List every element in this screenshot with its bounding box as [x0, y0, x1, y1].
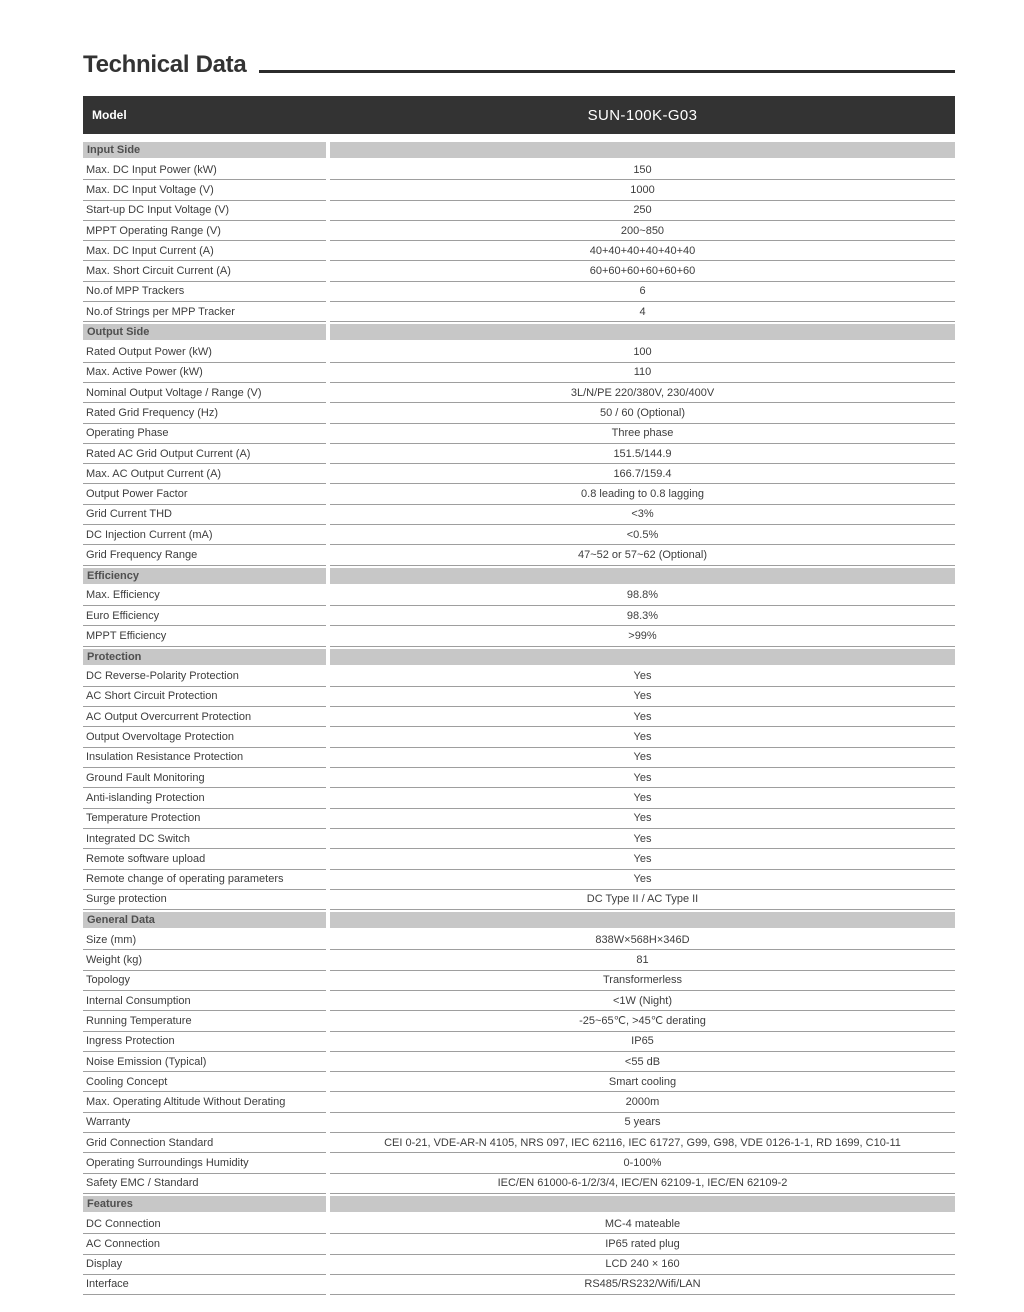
spec-label: Euro Efficiency [83, 606, 326, 626]
spec-value: 98.8% [330, 586, 955, 606]
spec-label: Display [83, 1255, 326, 1275]
title-underline [259, 70, 955, 73]
spec-value: 3L/N/PE 220/380V, 230/400V [330, 383, 955, 403]
spec-row [83, 971, 955, 991]
spec-value: DC Type II / AC Type II [330, 890, 955, 910]
spec-row [83, 1092, 955, 1112]
spec-row [83, 424, 955, 444]
spec-label: Rated AC Grid Output Current (A) [83, 444, 326, 464]
spec-label: Operating Phase [83, 424, 326, 444]
spec-value: 47~52 or 57~62 (Optional) [330, 545, 955, 565]
spec-value: MC-4 mateable [330, 1214, 955, 1234]
section-header-filler [330, 1196, 955, 1212]
spec-row [83, 606, 955, 626]
spec-label: MPPT Operating Range (V) [83, 221, 326, 241]
spec-label: Ingress Protection [83, 1032, 326, 1052]
spec-value: 60+60+60+60+60+60 [330, 261, 955, 281]
spec-value: 4 [330, 302, 955, 322]
spec-value: CEI 0-21, VDE-AR-N 4105, NRS 097, IEC 62116, IEC 61727, G99, G98, VDE 0126-1-1, RD 1699, C10-11 [330, 1133, 955, 1153]
spec-label: AC Connection [83, 1234, 326, 1254]
spec-label: Size (mm) [83, 930, 326, 950]
spec-value: Yes [330, 707, 955, 727]
spec-row [83, 282, 955, 302]
section-header-filler [330, 324, 955, 340]
spec-label: Interface [83, 1275, 326, 1295]
spec-label: Topology [83, 971, 326, 991]
spec-label: Start-up DC Input Voltage (V) [83, 201, 326, 221]
spec-row [83, 342, 955, 362]
spec-value: 110 [330, 363, 955, 383]
spec-value: RS485/RS232/Wifi/LAN [330, 1275, 955, 1295]
section-header-features [83, 1196, 955, 1212]
spec-row [83, 849, 955, 869]
spec-label: Max. DC Input Current (A) [83, 241, 326, 261]
spec-row [83, 484, 955, 504]
spec-value: <1W (Night) [330, 991, 955, 1011]
spec-value: 0.8 leading to 0.8 lagging [330, 484, 955, 504]
spec-value: Three phase [330, 424, 955, 444]
spec-value: Yes [330, 870, 955, 890]
spec-value: 250 [330, 201, 955, 221]
spec-value: 150 [330, 160, 955, 180]
section-header-output-side [83, 324, 955, 340]
spec-value: 98.3% [330, 606, 955, 626]
spec-row [83, 1072, 955, 1092]
spec-value: 40+40+40+40+40+40 [330, 241, 955, 261]
spec-label: Surge protection [83, 890, 326, 910]
page-title: Technical Data [83, 51, 247, 78]
spec-label: Integrated DC Switch [83, 829, 326, 849]
spec-label: Output Overvoltage Protection [83, 727, 326, 747]
section-title: Input Side [83, 142, 326, 158]
spec-label: Anti-islanding Protection [83, 788, 326, 808]
spec-label: Max. Efficiency [83, 586, 326, 606]
spec-label: Max. Operating Altitude Without Derating [83, 1092, 326, 1112]
spec-row [83, 748, 955, 768]
spec-row [83, 626, 955, 646]
spec-row [83, 586, 955, 606]
spec-value: LCD 240 × 160 [330, 1255, 955, 1275]
spec-label: No.of MPP Trackers [83, 282, 326, 302]
spec-row [83, 545, 955, 565]
spec-value: 100 [330, 342, 955, 362]
section-title: Efficiency [83, 568, 326, 584]
spec-value: <0.5% [330, 525, 955, 545]
spec-label: Weight (kg) [83, 950, 326, 970]
spec-row [83, 1032, 955, 1052]
spec-label: Temperature Protection [83, 809, 326, 829]
spec-value: Yes [330, 788, 955, 808]
title-row [83, 50, 955, 80]
spec-value: Yes [330, 727, 955, 747]
spec-label: Max. Active Power (kW) [83, 363, 326, 383]
spec-label: Cooling Concept [83, 1072, 326, 1092]
section-title: General Data [83, 912, 326, 928]
spec-value: 50 / 60 (Optional) [330, 403, 955, 423]
section-title: Features [83, 1196, 326, 1212]
spec-row [83, 1174, 955, 1194]
spec-value: Smart cooling [330, 1072, 955, 1092]
section-title: Protection [83, 649, 326, 665]
spec-row [83, 180, 955, 200]
model-label: Model [92, 108, 127, 122]
section-header-filler [330, 649, 955, 665]
spec-row [83, 1275, 955, 1295]
spec-row [83, 707, 955, 727]
spec-value: 166.7/159.4 [330, 464, 955, 484]
spec-value: 151.5/144.9 [330, 444, 955, 464]
spec-row [83, 1214, 955, 1234]
spec-label: No.of Strings per MPP Tracker [83, 302, 326, 322]
model-header-bar [83, 96, 955, 134]
spec-row [83, 870, 955, 890]
model-value: SUN-100K-G03 [587, 106, 698, 124]
spec-value: IEC/EN 61000-6-1/2/3/4, IEC/EN 62109-1, IEC/EN 62109-2 [330, 1174, 955, 1194]
spec-value: IP65 [330, 1032, 955, 1052]
section-header-protection [83, 649, 955, 665]
spec-label: Remote software upload [83, 849, 326, 869]
spec-value: >99% [330, 626, 955, 646]
spec-value: 2000m [330, 1092, 955, 1112]
spec-label: Max. DC Input Voltage (V) [83, 180, 326, 200]
spec-row [83, 261, 955, 281]
spec-value: Yes [330, 748, 955, 768]
spec-value: 1000 [330, 180, 955, 200]
spec-row [83, 809, 955, 829]
spec-label: Internal Consumption [83, 991, 326, 1011]
spec-value: Yes [330, 809, 955, 829]
section-header-input-side [83, 142, 955, 158]
spec-row [83, 768, 955, 788]
spec-label: Ground Fault Monitoring [83, 768, 326, 788]
spec-row [83, 687, 955, 707]
spec-row [83, 464, 955, 484]
spec-row [83, 1153, 955, 1173]
spec-value: IP65 rated plug [330, 1234, 955, 1254]
spec-row [83, 444, 955, 464]
spec-row [83, 505, 955, 525]
spec-row [83, 160, 955, 180]
spec-row [83, 667, 955, 687]
spec-value: 6 [330, 282, 955, 302]
spec-row [83, 1052, 955, 1072]
spec-value: 838W×568H×346D [330, 930, 955, 950]
spec-label: DC Reverse-Polarity Protection [83, 667, 326, 687]
spec-label: DC Injection Current (mA) [83, 525, 326, 545]
spec-label: Remote change of operating parameters [83, 870, 326, 890]
spec-label: Grid Frequency Range [83, 545, 326, 565]
spec-row [83, 201, 955, 221]
section-header-filler [330, 568, 955, 584]
spec-value: Yes [330, 687, 955, 707]
section-header-filler [330, 912, 955, 928]
spec-label: Output Power Factor [83, 484, 326, 504]
spec-label: Grid Current THD [83, 505, 326, 525]
spec-row [83, 1255, 955, 1275]
spec-value: 81 [330, 950, 955, 970]
spec-value: <55 dB [330, 1052, 955, 1072]
spec-label: AC Short Circuit Protection [83, 687, 326, 707]
section-title: Output Side [83, 324, 326, 340]
section-header-efficiency [83, 568, 955, 584]
spec-label: Max. Short Circuit Current (A) [83, 261, 326, 281]
spec-row [83, 1234, 955, 1254]
spec-row [83, 950, 955, 970]
spec-row [83, 1113, 955, 1133]
spec-label: Warranty [83, 1113, 326, 1133]
spec-value: -25~65℃, >45℃ derating [330, 1011, 955, 1031]
section-header-filler [330, 142, 955, 158]
spec-value: Yes [330, 849, 955, 869]
spec-value: Yes [330, 667, 955, 687]
spec-value: Transformerless [330, 971, 955, 991]
spec-label: Running Temperature [83, 1011, 326, 1031]
spec-row [83, 403, 955, 423]
spec-value: Yes [330, 829, 955, 849]
spec-label: DC Connection [83, 1214, 326, 1234]
spec-label: Operating Surroundings Humidity [83, 1153, 326, 1173]
spec-row [83, 241, 955, 261]
spec-label: Noise Emission (Typical) [83, 1052, 326, 1072]
spec-label: Nominal Output Voltage / Range (V) [83, 383, 326, 403]
spec-row [83, 890, 955, 910]
spec-row [83, 363, 955, 383]
section-header-general-data [83, 912, 955, 928]
spec-row [83, 991, 955, 1011]
spec-label: Safety EMC / Standard [83, 1174, 326, 1194]
spec-value: Yes [330, 768, 955, 788]
spec-label: Max. AC Output Current (A) [83, 464, 326, 484]
spec-label: MPPT Efficiency [83, 626, 326, 646]
spec-row [83, 829, 955, 849]
spec-row [83, 727, 955, 747]
spec-row [83, 930, 955, 950]
spec-label: Rated Grid Frequency (Hz) [83, 403, 326, 423]
spec-table [83, 142, 955, 1295]
spec-row [83, 1011, 955, 1031]
spec-label: Grid Connection Standard [83, 1133, 326, 1153]
spec-label: Rated Output Power (kW) [83, 342, 326, 362]
spec-value: 5 years [330, 1113, 955, 1133]
spec-value: <3% [330, 505, 955, 525]
spec-row [83, 221, 955, 241]
spec-row [83, 525, 955, 545]
spec-row [83, 788, 955, 808]
spec-label: Max. DC Input Power (kW) [83, 160, 326, 180]
spec-label: Insulation Resistance Protection [83, 748, 326, 768]
spec-row [83, 1133, 955, 1153]
spec-row [83, 383, 955, 403]
spec-value: 0-100% [330, 1153, 955, 1173]
spec-value: 200~850 [330, 221, 955, 241]
spec-label: AC Output Overcurrent Protection [83, 707, 326, 727]
spec-row [83, 302, 955, 322]
